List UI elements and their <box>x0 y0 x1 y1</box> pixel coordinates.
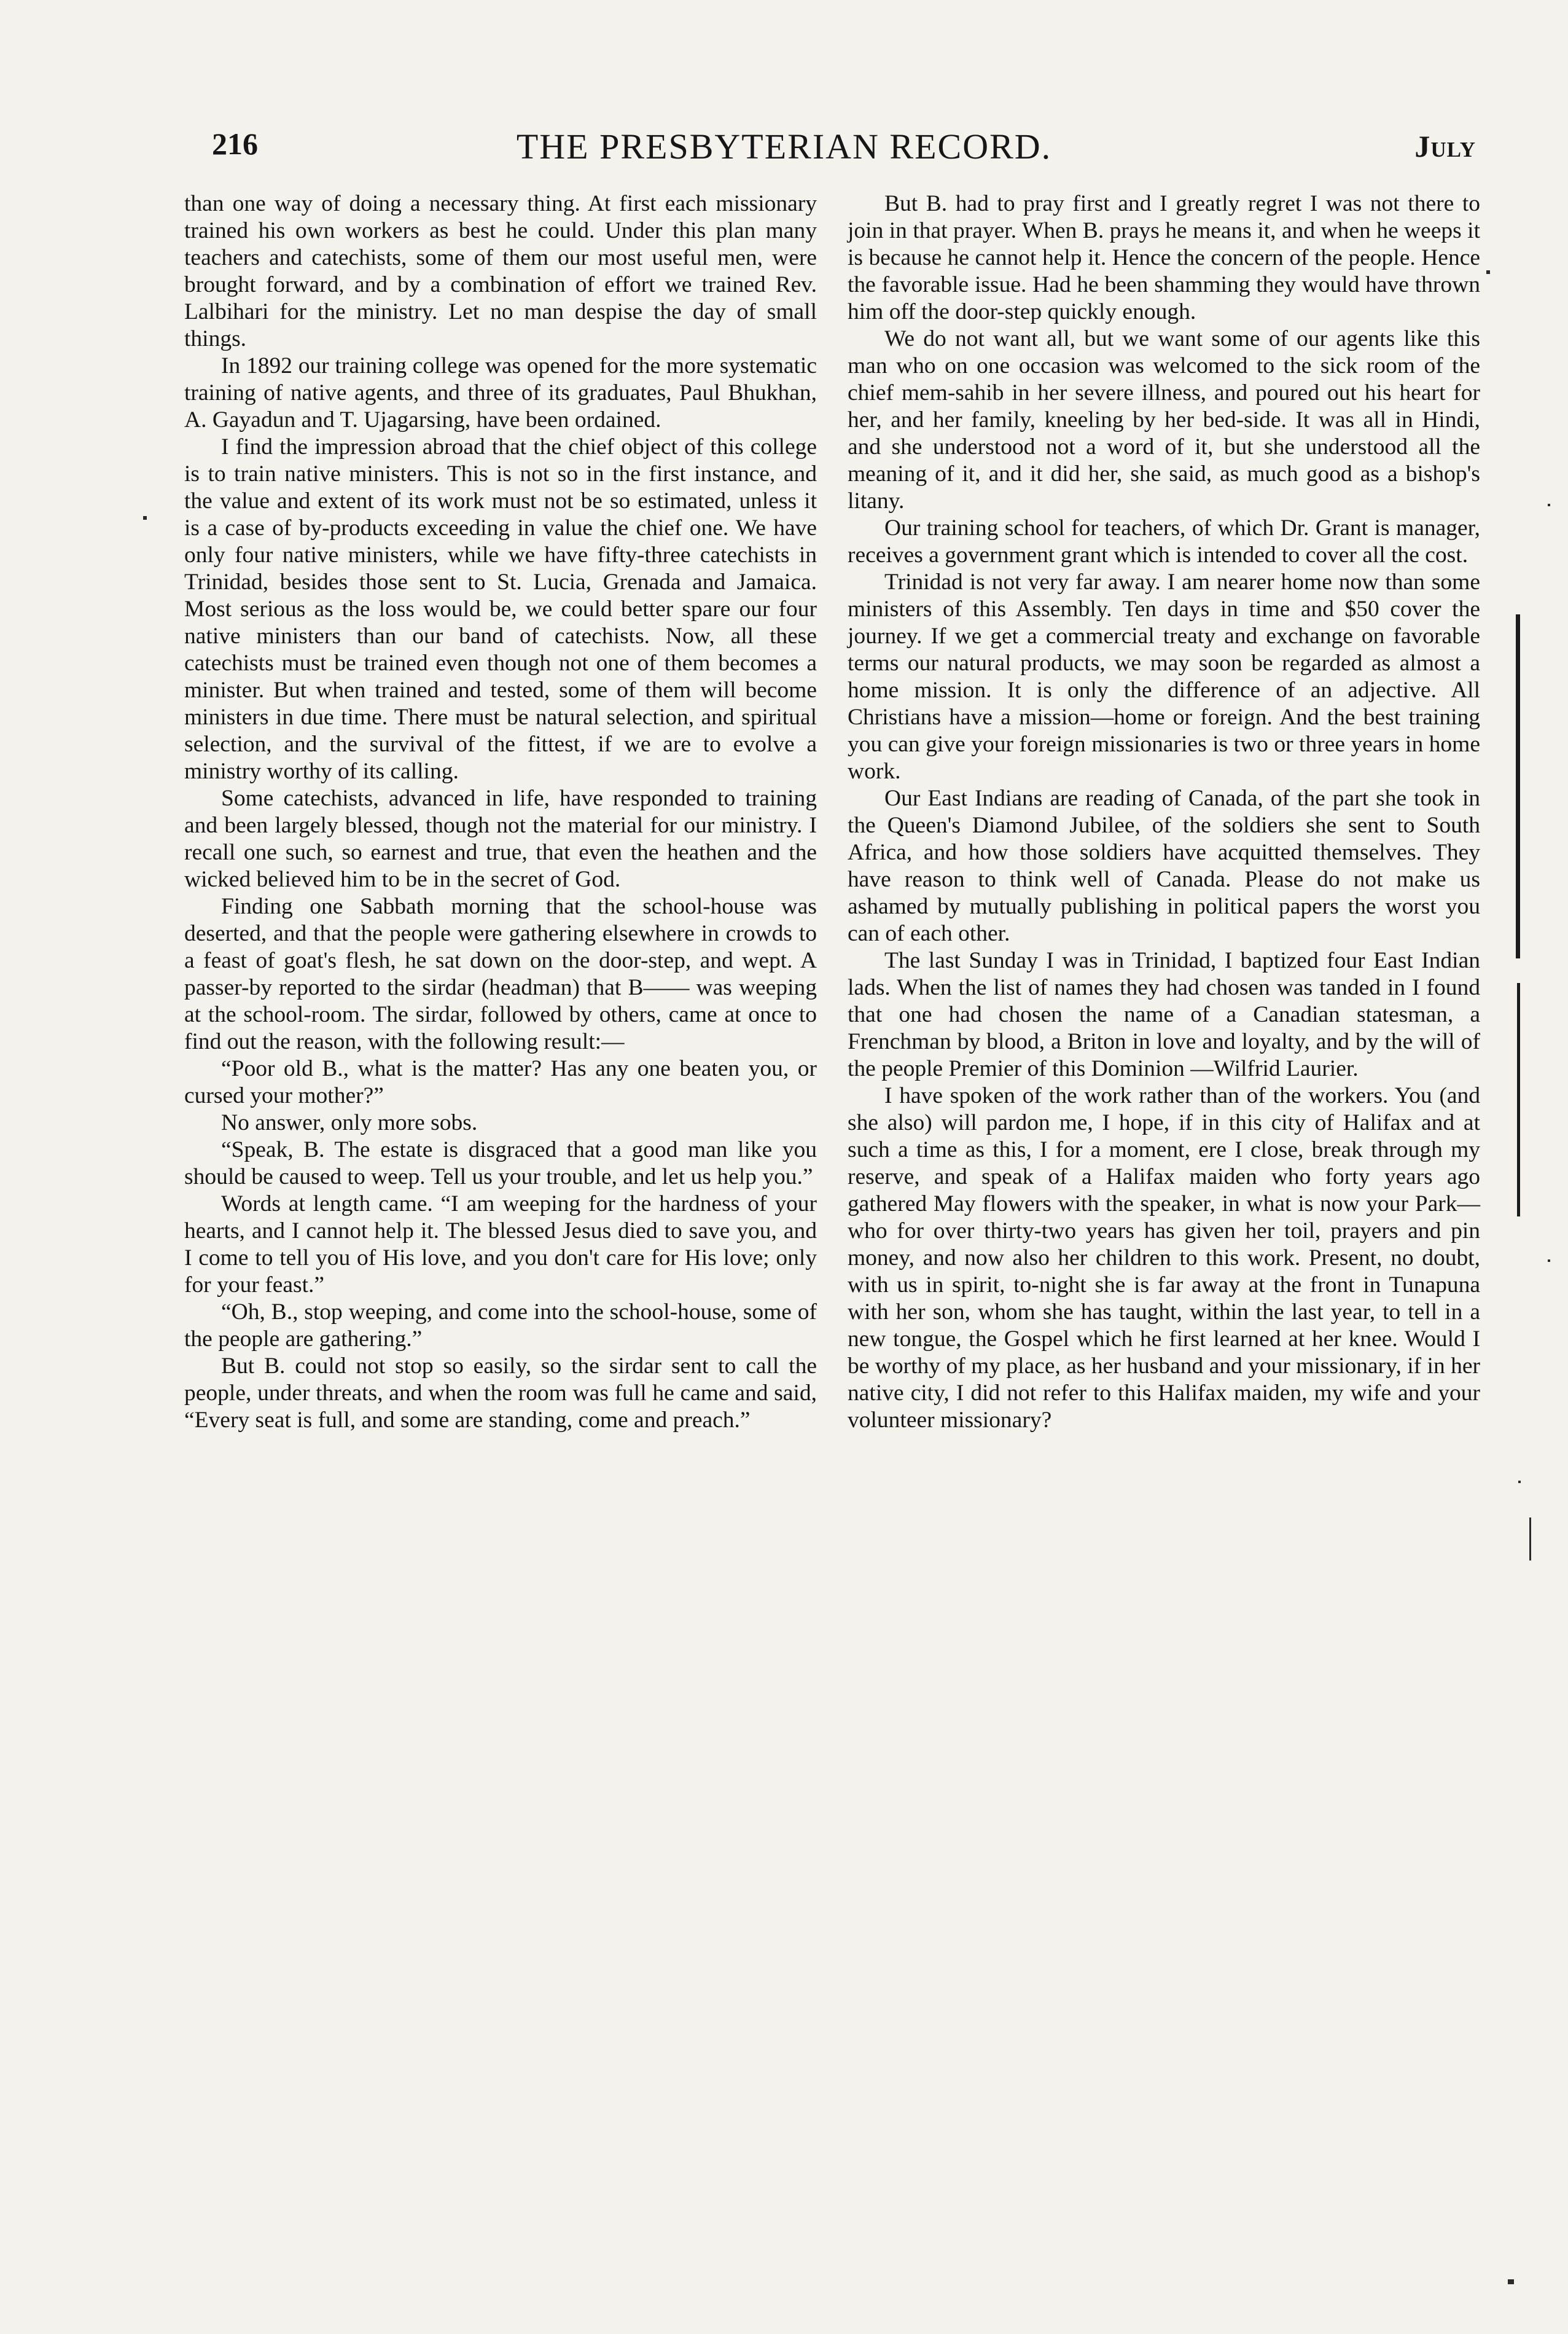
paragraph: Words at length came. “I am weeping for the hardness of your hearts, and I cannot help it. The blessed Jesus died to save you, and I come to tell you of His love, and you don't care for His love; only for your feast.” <box>184 1191 817 1298</box>
paragraph: Some catechists, advanced in life, have responded to training and been largely blessed, though not the material for our ministry. I recall one such, so earnest and true, that even the heathen and the wicked believed him to be in the secret of God. <box>184 786 817 892</box>
paragraph: We do not want all, but we want some of our agents like this man who on one occasion was welcomed to the sick room of the chief mem-sahib in her severe illness, and poured out his heart for her, and her family, kneeling by her bed-side. It was all in Hindi, and she understood not a word of it, but she understood all the meaning of it, and it did her, she said, as much good as a bishop's litany. <box>848 326 1480 514</box>
paragraph: Finding one Sabbath morning that the school-house was deserted, and that the people were gathering elsewhere in crowds to a feast of goat's flesh, he sat down on the door-step, and wept. A passer-by reported to the sirdar (headman) that B—— was weeping at the school-room. The sirdar, followed by others, came at once to find out the reason, with the following result:— <box>184 894 817 1054</box>
paragraph: “Speak, B. The estate is disgraced that a good man like you should be caused to weep. Tell us your trouble, and let us help you.” <box>184 1137 817 1189</box>
scan-speck <box>1529 1517 1531 1561</box>
paragraph: The last Sunday I was in Trinidad, I baptized four East Indian lads. When the list of names they had chosen was tanded in I found that one had chosen the name of a Canadian statesman, a Frenchman by blood, a Briton in love and loyalty, and by the will of the people Premier of this Dominion —Wilfrid Laurier. <box>848 948 1480 1081</box>
left-column <box>184 190 817 1434</box>
paragraph: Our training school for teachers, of which Dr. Grant is manager, receives a government grant which is intended to cover all the cost. <box>848 515 1480 568</box>
scan-speck <box>1548 504 1550 506</box>
scan-speck <box>1508 2279 1514 2284</box>
paragraph: But B. had to pray first and I greatly regret I was not there to join in that prayer. When B. prays he means it, and when he weeps it is because he cannot help it. Hence the concern of the people. Hence the favorable issue. Had he been shamming they would have thrown him off the door-step quickly enough. <box>848 191 1480 324</box>
paragraph: In 1892 our training college was opened for the more systematic training of native agents, and three of its graduates, Paul Bhukhan, A. Gayadun and T. Ujagarsing, have been ordained. <box>184 353 817 433</box>
paragraph: No answer, only more sobs. <box>221 1110 478 1135</box>
paragraph: than one way of doing a necessary thing. At first each missionary trained his own workers as best he could. Under this plan many teachers and catechists, some of them our most useful men, were brought forward, and by a combination of effort we trained Rev. Lalbihari for the ministry. Let no man despise the day of small things. <box>184 191 817 351</box>
scan-edge-mark <box>1517 983 1520 1216</box>
paragraph: Our East Indians are reading of Canada, of the part she took in the Queen's Diamond Jubilee, of the soldiers she sent to South Africa, and how those soldiers have acquitted themselves. They have reason to think well of Canada. Please do not make us ashamed by mutually publishing in political papers the worst you can of each other. <box>848 786 1480 946</box>
paragraph: “Oh, B., stop weeping, and come into the school-house, some of the people are gathering.” <box>184 1299 817 1352</box>
scan-speck <box>1486 270 1490 274</box>
page-number: 216 <box>212 127 258 161</box>
issue-month: July <box>1414 129 1476 163</box>
scan-speck <box>1518 1481 1521 1483</box>
paragraph: I have spoken of the work rather than of the workers. You (and she also) will pardon me, I hope, if in this city of Halifax and at such a time as this, I for a moment, ere I close, break through my reserve, and speak of a Halifax maiden who forty years ago gathered May flowers with the speaker, in what is now your Park—who for over thirty-two years has given her toil, prayers and pin money, and now also her children to this work. Present, no doubt, with us in spirit, to-night she is far away at the front in Tunapuna with her son, whom she has taught, within the last year, to tell in a new tongue, the Gospel which he first learned at her knee. Would I be worthy of my place, as her husband and your missionary, if in her native city, I did not refer to this Halifax maiden, my wife and your volunteer missionary? <box>848 1083 1480 1433</box>
right-column <box>848 190 1480 1434</box>
scan-speck <box>1548 1259 1550 1262</box>
page-header <box>0 126 1568 175</box>
running-title: THE PRESBYTERIAN RECORD. <box>516 127 1052 166</box>
paragraph: Trinidad is not very far away. I am nearer home now than some ministers of this Assembly. Ten days in time and $50 cover the journey. If we get a commercial treaty and exchange on favorable terms our natural products, we may soon be regarded as almost a home mission. It is only the difference of an adjective. All Christians have a mission—home or foreign. And the best training you can give your foreign missionaries is two or three years in home work. <box>848 570 1480 784</box>
paragraph: I find the impression abroad that the chief object of this college is to train native ministers. This is not so in the first instance, and the value and extent of its work must not be so estimated, unless it is a case of by-products exceeding in value the chief one. We have only four native ministers, while we have fifty-three catechists in Trinidad, besides those sent to St. Lucia, Grenada and Jamaica. Most serious as the loss would be, we could better spare our four native ministers than our band of catechists. Now, all these catechists must be trained even though not one of them becomes a minister. But when trained and tested, some of them will become ministers in due time. There must be natural selection, and spiritual selection, and the survival of the fittest, if we are to evolve a ministry worthy of its calling. <box>184 434 817 784</box>
paragraph: But B. could not stop so easily, so the sirdar sent to call the people, under threats, and when the room was full he came and said, “Every seat is full, and some are standing, come and preach.” <box>184 1353 817 1433</box>
paragraph: “Poor old B., what is the matter? Has any one beaten you, or cursed your mother?” <box>184 1056 817 1108</box>
scan-edge-mark <box>1516 614 1520 958</box>
scan-speck <box>143 516 147 520</box>
